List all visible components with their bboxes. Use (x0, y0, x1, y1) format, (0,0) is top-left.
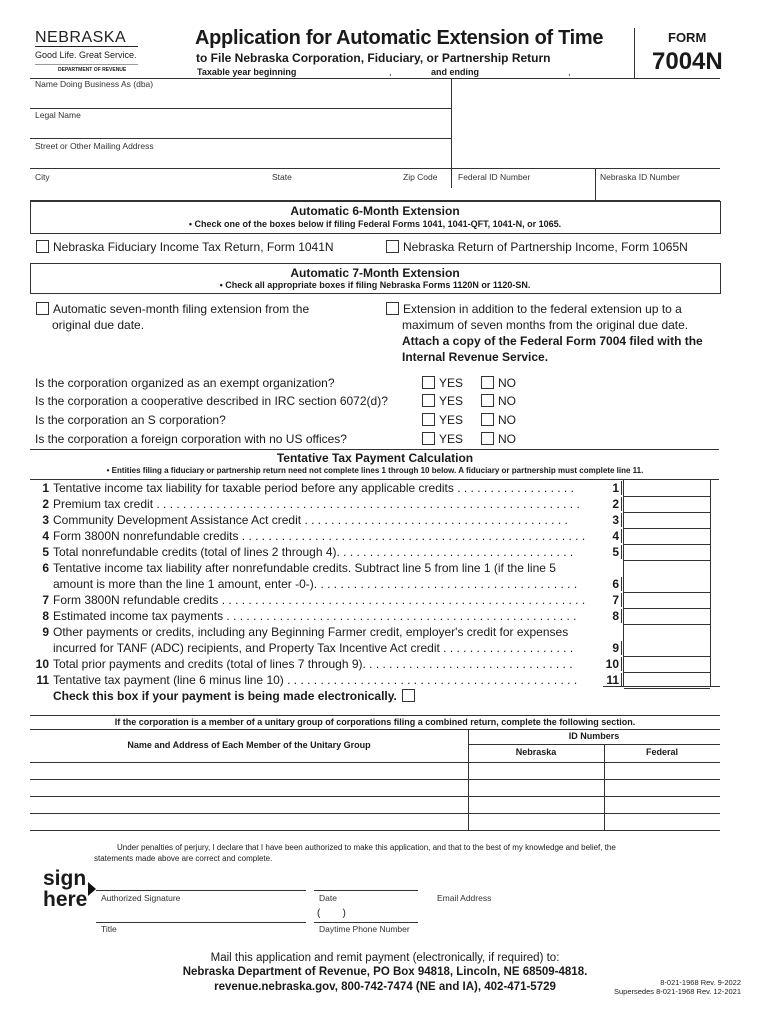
yes-checkbox[interactable] (422, 432, 435, 445)
line-amount-field[interactable] (624, 544, 710, 561)
unitary-name-col: Name and Address of Each Member of the Unitary Group (127, 740, 371, 750)
yes-label: YES (439, 413, 464, 427)
partnership-option[interactable] (386, 240, 688, 254)
yes-checkbox[interactable] (422, 394, 435, 407)
logo-department: DEPARTMENT OF REVENUE (58, 67, 127, 73)
federal-id-label: Federal ID Number (458, 172, 531, 182)
sign-arrow-icon (88, 882, 96, 896)
question-text: Is the corporation a foreign corporation with no US offices? (35, 432, 347, 446)
no-label: NO (498, 394, 516, 408)
unitary-row[interactable] (30, 763, 720, 780)
fiduciary-label: Nebraska Fiduciary Income Tax Return, Form 1041N (53, 240, 334, 254)
yes-label: YES (439, 376, 464, 390)
line-text: Form 3800N nonrefundable credits . . . . . . . . . . . . . . . . . . . . . . . . . . . . . . . . . . . . . . . . . . . . . . . . . . . . (53, 529, 586, 543)
yes-label: YES (439, 394, 464, 408)
question-text: Is the corporation a cooperative described in IRC section 6072(d)? (35, 394, 388, 408)
line-number: 3 (42, 513, 49, 527)
six-month-title: Automatic 6-Month Extension (290, 204, 460, 218)
unitary-id-col: ID Numbers (568, 731, 620, 741)
partnership-label: Nebraska Return of Partnership Income, Form 1065N (403, 240, 688, 254)
logo-state: NEBRASKA (35, 29, 127, 46)
seven-month-label-2: original due date. (52, 318, 145, 332)
city-label: City (35, 172, 50, 182)
line-box-number: 4 (601, 529, 622, 543)
signature-field[interactable] (96, 873, 306, 891)
line-box-number: 11 (601, 673, 622, 687)
question-row (35, 376, 555, 394)
line-number: 11 (36, 673, 49, 687)
line-number: 2 (42, 497, 49, 511)
line-row (35, 577, 715, 592)
line-text: Total prior payments and credits (total of lines 7 through 9). . . . . . . . . . . . . . . . . . . . . . . . . . . . . . . . (53, 657, 573, 671)
title-label: Title (101, 924, 117, 934)
line-number: 8 (42, 609, 49, 623)
line-amount-field[interactable] (624, 656, 710, 673)
line-text: incurred for TANF (ADC) recipients, and Property Tax Incentive Act credit . . . . . . . . . . . . . . . . . . . . (53, 641, 574, 655)
question-row (35, 413, 555, 431)
partnership-checkbox[interactable] (386, 240, 399, 253)
electronic-payment-option[interactable] (53, 689, 419, 703)
line-row (35, 545, 715, 560)
line-amount-field[interactable] (624, 672, 710, 689)
additional-extension-label-1: Extension in addition to the federal extension up to a (403, 302, 682, 316)
no-label: NO (498, 413, 516, 427)
form-label: FORM (668, 30, 707, 45)
yes-label: YES (439, 432, 464, 446)
footer-revision: 8-021-1968 Rev. 9-2022 (660, 978, 741, 987)
form-subtitle: to File Nebraska Corporation, Fiduciary, or Partnership Return (196, 51, 551, 65)
unitary-heading: If the corporation is a member of a unitary group of corporations filing a combined return, complete the following section. (114, 717, 636, 727)
line-row (35, 529, 715, 544)
unitary-nebraska-col: Nebraska (515, 747, 557, 757)
seven-month-option[interactable] (36, 301, 309, 333)
phone-parens: ( ) (317, 908, 346, 919)
unitary-row[interactable] (30, 814, 720, 831)
line-row (35, 641, 715, 656)
zip-label: Zip Code (403, 172, 438, 182)
footer-contact: revenue.nebraska.gov, 800-742-7474 (NE and IA), 402-471-5729 (214, 981, 556, 993)
line-box-number: 8 (601, 609, 622, 623)
line-row (35, 513, 715, 528)
date-label: Date (319, 893, 337, 903)
signature-label: Authorized Signature (101, 893, 181, 903)
question-text: Is the corporation an S corporation? (35, 413, 226, 427)
line-text: amount is more than the line 1 amount, enter -0-). . . . . . . . . . . . . . . . . . . . . . . . . . . . . . . . . . . . . . . . (53, 577, 578, 591)
no-checkbox[interactable] (481, 394, 494, 407)
nebraska-id-label: Nebraska ID Number (600, 172, 680, 182)
electronic-payment-checkbox[interactable] (402, 689, 415, 702)
line-number: 5 (42, 545, 49, 559)
line-text: Tentative income tax liability after nonrefundable credits. Subtract line 5 from line 1 (if the line 5 (53, 561, 556, 575)
line-text: Form 3800N refundable credits . . . . . . . . . . . . . . . . . . . . . . . . . . . . . . . . . . . . . . . . . . . . . . . . . . . . . . . (53, 593, 586, 607)
question-row (35, 432, 555, 450)
no-checkbox[interactable] (481, 413, 494, 426)
email-label: Email Address (437, 893, 492, 903)
question-row (35, 394, 555, 412)
line-row (35, 481, 715, 496)
state-label: State (272, 172, 292, 182)
line-box-number: 7 (601, 593, 622, 607)
unitary-row[interactable] (30, 797, 720, 814)
line-text: Premium tax credit . . . . . . . . . . . . . . . . . . . . . . . . . . . . . . . . . . . . . . . . . . . . . . . . . . . . . . . . . . . . . . . . (53, 497, 580, 511)
line-amount-field[interactable] (624, 608, 710, 625)
line-row (35, 593, 715, 608)
line-text: Community Development Assistance Act credit . . . . . . . . . . . . . . . . . . . . . . . . . . . . . . . . . . . . . . . . (53, 513, 568, 527)
dba-label: Name Doing Business As (dba) (35, 79, 154, 89)
form-number: 7004N (652, 48, 723, 75)
line-box-number: 2 (601, 497, 622, 511)
footer-mail-instruction: Mail this application and remit payment (electronically, if required) to: (210, 952, 560, 964)
fiduciary-option[interactable] (36, 240, 334, 254)
legal-name-field[interactable] (30, 108, 451, 138)
line-text: Other payments or credits, including any Beginning Farmer credit, employer's credit for expenses (53, 625, 569, 639)
line-box-number: 3 (601, 513, 622, 527)
here-word: here (43, 888, 88, 911)
and-ending-label: and ending (431, 67, 479, 77)
taxable-year-label: Taxable year beginning (197, 67, 297, 77)
yes-checkbox[interactable] (422, 413, 435, 426)
no-checkbox[interactable] (481, 432, 494, 445)
question-text: Is the corporation organized as an exempt organization? (35, 376, 335, 390)
line-text: Tentative tax payment (line 6 minus line 10) . . . . . . . . . . . . . . . . . . . . . . . . . . . . . . . . . . . . . . . . . . . . (53, 673, 578, 687)
additional-extension-checkbox[interactable] (386, 302, 399, 315)
footer-address: Nebraska Department of Revenue, PO Box 94818, Lincoln, NE 68509-4818. (182, 966, 588, 978)
additional-extension-option[interactable] (386, 301, 703, 365)
line-box-number: 1 (601, 481, 622, 495)
sign-word: sign (43, 867, 87, 890)
comma-2: , (568, 67, 571, 77)
yes-checkbox[interactable] (422, 376, 435, 389)
line-box-number: 9 (601, 641, 622, 655)
line-text: Total nonrefundable credits (total of lines 2 through 4). . . . . . . . . . . . . . . . . . . . . . . . . . . . . . . . . . . . (53, 545, 574, 559)
line-amount-field[interactable] (624, 480, 710, 497)
line-row (35, 497, 715, 512)
comma-1: , (389, 67, 392, 77)
no-label: NO (498, 432, 516, 446)
line-box-number: 6 (601, 577, 622, 591)
phone-label: Daytime Phone Number (319, 924, 410, 934)
tentative-note: • Entities filing a fiduciary or partnership return need not complete lines 1 through 10 below. A fiduciary or partnership must complete line 11. (106, 466, 644, 475)
six-month-instruction: • Check one of the boxes below if filing Federal Forms 1041, 1041-QFT, 1041-N, or 1065. (188, 219, 562, 229)
line-number: 10 (35, 657, 49, 671)
no-label: NO (498, 376, 516, 390)
line-row (35, 673, 715, 688)
line-amount-field[interactable] (624, 528, 710, 545)
line-amount-field[interactable] (624, 496, 710, 513)
line-number: 4 (42, 529, 49, 543)
additional-extension-label-3: Attach a copy of the Federal Form 7004 filed with the (402, 334, 703, 348)
legal-name-label: Legal Name (35, 110, 81, 120)
line-row (35, 657, 715, 672)
line-row (35, 561, 715, 576)
line-box-number: 10 (601, 657, 622, 671)
line-number: 7 (42, 593, 49, 607)
seven-month-title: Automatic 7-Month Extension (290, 266, 460, 280)
seven-month-instruction: • Check all appropriate boxes if filing Nebraska Forms 1120N or 1120-SN. (219, 280, 531, 290)
line-number: 6 (42, 561, 49, 575)
seven-month-checkbox[interactable] (36, 302, 49, 315)
line-row (35, 609, 715, 624)
line-amount-field[interactable] (624, 512, 710, 529)
line-text: Estimated income tax payments . . . . . . . . . . . . . . . . . . . . . . . . . . . . . . . . . . . . . . . . . . . . . . . . . . . . . (53, 609, 577, 623)
email-field[interactable] (432, 873, 720, 890)
date-field[interactable] (314, 873, 418, 891)
address-label: Street or Other Mailing Address (35, 141, 154, 151)
line-number: 9 (42, 625, 49, 639)
line-text: Tentative income tax liability for taxable period before any applicable credits . . . . . . . . . . . . . . . . . . (53, 481, 574, 495)
line-amount-field[interactable] (624, 592, 710, 609)
phone-field[interactable] (314, 905, 418, 923)
form-title: Application for Automatic Extension of Time (195, 27, 604, 49)
no-checkbox[interactable] (481, 376, 494, 389)
line-box-number: 5 (601, 545, 622, 559)
footer-supersedes: Supersedes 8-021-1968 Rev. 12-2021 (613, 987, 741, 996)
line-row (35, 625, 715, 640)
line-number: 1 (42, 481, 49, 495)
unitary-row[interactable] (30, 780, 720, 797)
seven-month-label-1: Automatic seven-month filing extension from the (53, 302, 310, 316)
line-amount-field[interactable] (624, 576, 710, 593)
fiduciary-checkbox[interactable] (36, 240, 49, 253)
address-field[interactable] (30, 138, 451, 168)
declaration-line-1: Under penalties of perjury, I declare that I have been authorized to make this application, and that to the best of my knowledge and belief, the (117, 843, 616, 852)
tentative-title: Tentative Tax Payment Calculation (276, 451, 474, 465)
title-field[interactable] (96, 905, 306, 923)
additional-extension-label-4: Internal Revenue Service. (402, 350, 549, 364)
declaration-line-2: statements made above are correct and complete. (94, 854, 273, 863)
unitary-federal-col: Federal (645, 747, 678, 757)
line-amount-field[interactable] (624, 640, 710, 657)
dba-field[interactable] (30, 78, 451, 108)
electronic-payment-label: Check this box if your payment is being made electronically. (53, 689, 397, 703)
additional-extension-label-2: maximum of seven months from the original due date. (402, 318, 689, 332)
logo-tagline: Good Life. Great Service. (35, 50, 137, 60)
